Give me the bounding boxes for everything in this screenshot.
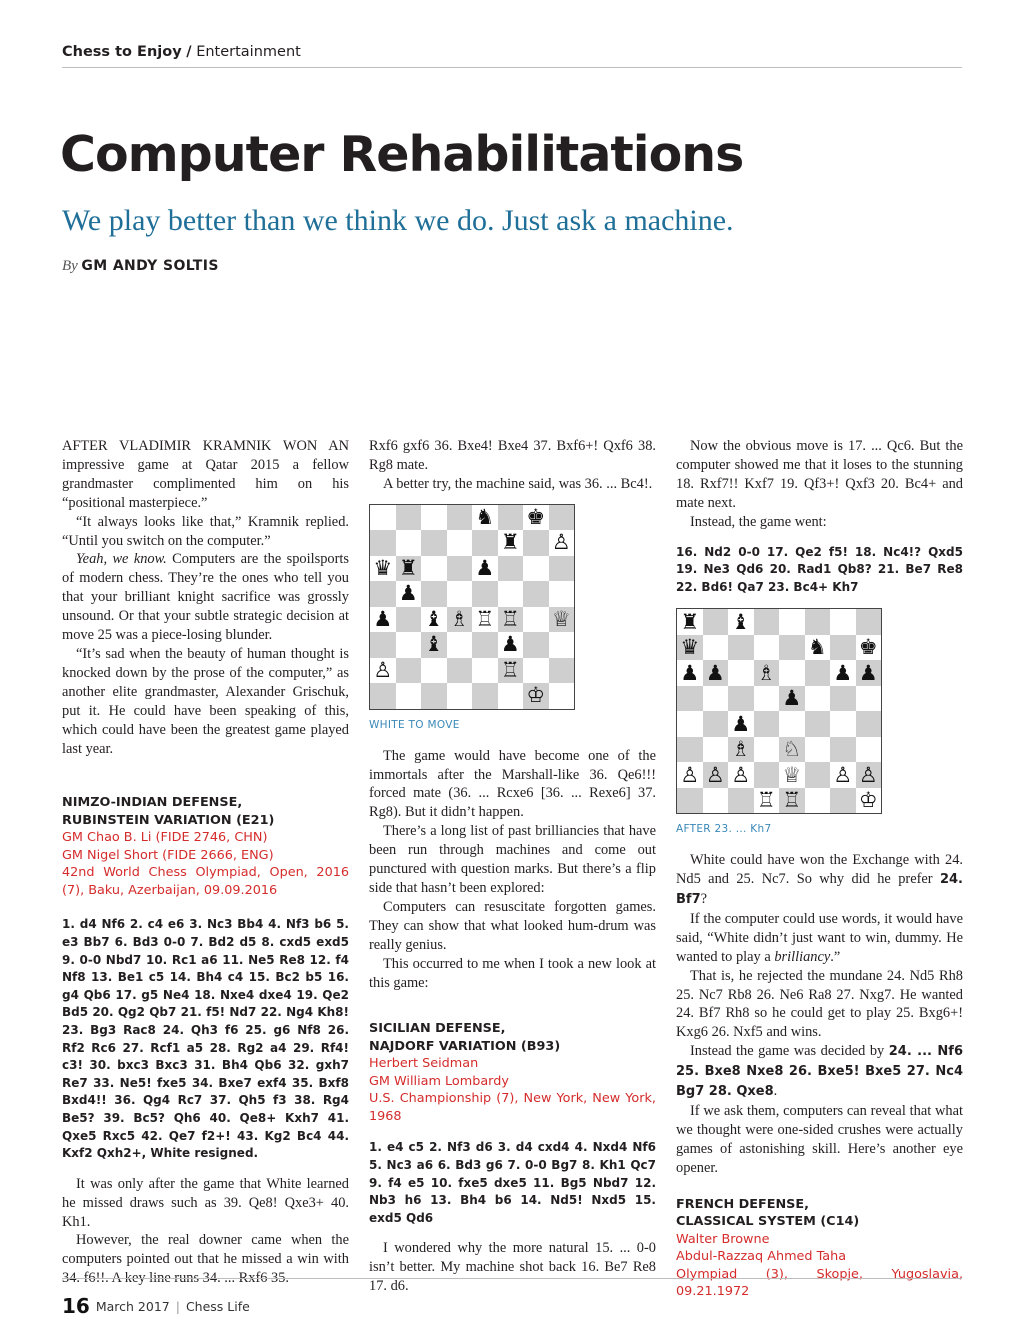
col3-para-3 bbox=[676, 851, 963, 910]
board-square bbox=[677, 737, 703, 763]
article-title: Computer Rehabilitations bbox=[60, 126, 744, 183]
white-pawn-icon: ♙ bbox=[551, 530, 571, 555]
board-square bbox=[472, 556, 498, 582]
board-square bbox=[447, 556, 473, 582]
col3-para-1: Now the obvious move is 17. ... Qc6. But the computer showed me that it loses to the stunning 18. Rxf7!! Kxf7 19. Qf3+! Qxf3 20. Bc4+ and mate next. bbox=[676, 438, 963, 511]
board-square bbox=[498, 505, 524, 531]
board-square bbox=[396, 607, 422, 633]
game2-white: Herbert Seidman bbox=[369, 1056, 479, 1072]
board-square bbox=[779, 762, 805, 788]
board-square bbox=[421, 683, 447, 709]
black-queen-icon: ♛ bbox=[373, 555, 393, 580]
game3-title-1: FRENCH DEFENSE, bbox=[676, 1196, 809, 1212]
chess-diagram-1 bbox=[369, 504, 575, 710]
board-square bbox=[472, 530, 498, 556]
board-square bbox=[447, 581, 473, 607]
diagram-1-caption: WHITE TO MOVE bbox=[369, 718, 460, 731]
column-3 bbox=[676, 437, 963, 1301]
board-square bbox=[805, 635, 831, 661]
board-square bbox=[779, 788, 805, 814]
board-square bbox=[421, 505, 447, 531]
col2-para-6: This occurred to me when I took a new look at this game: bbox=[369, 955, 656, 991]
board-square bbox=[421, 556, 447, 582]
game3-event: Olympiad (3), Skopje, Yugoslavia, 09.21.1972 bbox=[676, 1266, 963, 1300]
subsection-name: Entertainment bbox=[196, 44, 301, 60]
board-square bbox=[549, 505, 575, 531]
white-pawn-icon: ♙ bbox=[705, 762, 725, 787]
board-square bbox=[779, 609, 805, 635]
game1-black: GM Nigel Short (FIDE 2666, ENG) bbox=[62, 847, 274, 863]
board-square bbox=[856, 788, 882, 814]
article-subtitle: We play better than we think we do. Just ask a machine. bbox=[62, 204, 734, 237]
col2-para-7: I wondered why the more natural 15. ... 0-0 isn’t better. My machine shot back 16. Be7 Re8 17. d6. bbox=[369, 1240, 656, 1295]
board-square bbox=[703, 762, 729, 788]
board-square bbox=[549, 530, 575, 556]
column-1 bbox=[62, 437, 349, 1288]
board-square bbox=[856, 635, 882, 661]
board-square bbox=[472, 658, 498, 684]
board-square bbox=[549, 683, 575, 709]
board-square bbox=[370, 505, 396, 531]
board-square bbox=[830, 609, 856, 635]
game2-black: GM William Lombardy bbox=[369, 1073, 509, 1089]
game1-event: 42nd World Chess Olympiad, Open, 2016 (7), Baku, Azerbaijan, 09.09.2016 bbox=[62, 865, 349, 898]
black-pawn-icon: ♟ bbox=[833, 660, 853, 685]
white-bishop-icon: ♗ bbox=[731, 737, 751, 762]
board-square bbox=[677, 660, 703, 686]
col3-para-4-end: .” bbox=[830, 948, 841, 965]
board-square bbox=[549, 658, 575, 684]
white-rook-icon: ♖ bbox=[500, 606, 520, 631]
game1-title-2: RUBINSTEIN VARIATION (E21) bbox=[62, 812, 275, 828]
board-square bbox=[523, 581, 549, 607]
board-square bbox=[728, 711, 754, 737]
board-square bbox=[421, 607, 447, 633]
board-square bbox=[754, 609, 780, 635]
col2-para-4: There’s a long list of past brilliancies that have been run through machines and come out punctured with question marks. But there’s a flip side that hasn’t been explored: bbox=[369, 823, 656, 896]
board-square bbox=[370, 530, 396, 556]
board-square bbox=[703, 711, 729, 737]
board-square bbox=[830, 686, 856, 712]
board-square bbox=[498, 556, 524, 582]
board-square bbox=[856, 609, 882, 635]
board-square bbox=[703, 635, 729, 661]
black-knight-icon: ♞ bbox=[475, 504, 495, 529]
black-bishop-icon: ♝ bbox=[731, 609, 751, 634]
board-square bbox=[779, 711, 805, 737]
col3-para-6 bbox=[676, 1042, 963, 1102]
magazine-name: Chess Life bbox=[185, 1299, 250, 1314]
board-square bbox=[728, 686, 754, 712]
byline bbox=[62, 258, 219, 275]
black-king-icon: ♚ bbox=[526, 504, 546, 529]
col3-para-6-moves: 24. ... Nf6 25. Bxe8 Nxe8 26. Bxe5! Bxe5 27. Nc4 Bg7 28. Qxe8 bbox=[676, 1044, 963, 1100]
board-square bbox=[856, 737, 882, 763]
white-pawn-icon: ♙ bbox=[731, 762, 751, 787]
board-square bbox=[805, 788, 831, 814]
black-pawn-icon: ♟ bbox=[782, 686, 802, 711]
board-square bbox=[805, 737, 831, 763]
issue-date: March 2017 bbox=[95, 1299, 170, 1314]
board-square bbox=[498, 607, 524, 633]
board-square bbox=[677, 711, 703, 737]
black-rook-icon: ♜ bbox=[398, 555, 418, 580]
col3-para-4-italic: brilliancy bbox=[774, 948, 831, 965]
game3-black: Abdul-Razzaq Ahmed Taha bbox=[676, 1249, 847, 1265]
board-square bbox=[472, 632, 498, 658]
header-rule bbox=[62, 67, 962, 68]
board-square bbox=[498, 683, 524, 709]
board-square bbox=[754, 788, 780, 814]
board-square bbox=[703, 609, 729, 635]
section-header bbox=[62, 44, 301, 60]
black-bishop-icon: ♝ bbox=[424, 632, 444, 657]
col2-para-2: A better try, the machine said, was 36. ... Bc4!. bbox=[383, 475, 653, 492]
board-square bbox=[523, 530, 549, 556]
board-square bbox=[370, 683, 396, 709]
board-square bbox=[754, 762, 780, 788]
board-square bbox=[703, 788, 729, 814]
col3-para-2: Instead, the game went: bbox=[690, 513, 827, 530]
board-square bbox=[370, 581, 396, 607]
board-square bbox=[370, 556, 396, 582]
col3-para-4-text: If the computer could use words, it would have said, “White didn’t just want to win, dummy. He wanted to play a bbox=[676, 910, 963, 965]
board-square bbox=[447, 683, 473, 709]
game3-title-2: CLASSICAL SYSTEM (C14) bbox=[676, 1214, 860, 1230]
board-square bbox=[856, 711, 882, 737]
board-square bbox=[754, 660, 780, 686]
section-slash: / bbox=[186, 44, 192, 60]
board-square bbox=[779, 737, 805, 763]
board-square bbox=[472, 683, 498, 709]
board-square bbox=[677, 609, 703, 635]
board-square bbox=[396, 658, 422, 684]
diagram-2-caption: AFTER 23. ... Kh7 bbox=[676, 823, 772, 836]
board-square bbox=[805, 660, 831, 686]
col2-para-3: The game would have become one of the immortals after the Marshall-like 36. Qe6!!! forced mate (36. ... Rcxe6 [36. ... Rexe6] 37. Rg8). But it didn’t happen. bbox=[369, 747, 656, 821]
page-footer bbox=[62, 1294, 250, 1318]
board-square bbox=[498, 530, 524, 556]
col3-para-6-text: Instead the game was decided by bbox=[690, 1043, 889, 1060]
white-pawn-icon: ♙ bbox=[373, 657, 393, 682]
black-pawn-icon: ♟ bbox=[858, 660, 878, 685]
col3-para-3-move: 24. Bf7 bbox=[676, 872, 963, 908]
black-pawn-icon: ♟ bbox=[500, 632, 520, 657]
board-square bbox=[549, 632, 575, 658]
col1-para-1: AFTER VLADIMIR KRAMNIK WON AN impressive game at Qatar 2015 a fellow grandmaster complimented him on his “positional masterpiece.” bbox=[62, 438, 349, 511]
board-square bbox=[396, 505, 422, 531]
board-square bbox=[396, 581, 422, 607]
board-square bbox=[472, 505, 498, 531]
footer-rule bbox=[62, 1278, 962, 1279]
column-2 bbox=[369, 437, 656, 1296]
white-queen-icon: ♕ bbox=[551, 606, 571, 631]
board-square bbox=[498, 581, 524, 607]
game2-event: U.S. Championship (7), New York, New York, 1968 bbox=[369, 1091, 656, 1124]
board-square bbox=[421, 632, 447, 658]
board-square bbox=[779, 686, 805, 712]
board-square bbox=[805, 686, 831, 712]
game1-moves: 1. d4 Nf6 2. c4 e6 3. Nc3 Bb4 4. Nf3 b6 5. e3 Bb7 6. Bd3 0-0 7. Bd2 d5 8. cxd5 exd5 9. 0-0 Nbd7 10. Rc1 a6 11. Ne5 Re8 12. f4 Nf8 13. Be1 c5 14. Bh4 c4 15. Bc2 b5 16. g4 Qb6 17. g5 Ne4 18. Nxe4 dxe4 19. Qe2 Bd5 20. Qg2 Qb7 21. f5! Nd7 22. Ng4 Kh8! 23. Bg3 Rac8 24. Qh3 f6 25. g6 Nf8 26. Rf2 Rc6 27. Rcf1 a5 28. Rg2 a4 29. Rf4! c3! 30. bxc3 Bxc3 31. Bh4 Qb6 32. gxh7 Re7 33. Ne5! fxe5 34. Bxe7 exf4 35. Bxf8 Bxd4!! 36. Qg4 Rc7 37. Qh5 f3 38. Rg4 Be5? 39. Bc5? Qh6 40. Qe8+ Kxh7 41. Qxe5 Rxc5 42. Qe7 f2+! 43. Kg2 Bc4 44. Kxf2 Qxh2+, White resigned. bbox=[62, 917, 349, 1161]
col3-para-3-text: White could have won the Exchange with 24. Nd5 and 25. Nc7. So why did he prefer bbox=[676, 852, 963, 888]
col3-para-4 bbox=[676, 910, 963, 967]
board-square bbox=[805, 711, 831, 737]
board-square bbox=[830, 635, 856, 661]
col1-para-2: “It always looks like that,” Kramnik replied. “Until you switch on the computer.” bbox=[62, 513, 349, 549]
col2-para-1: Rxf6 gxf6 36. Bxe4! Bxe4 37. Bxf6+! Qxf6 38. Rg8 mate. bbox=[369, 438, 656, 473]
black-rook-icon: ♜ bbox=[680, 609, 700, 634]
black-bishop-icon: ♝ bbox=[424, 606, 444, 631]
board-square bbox=[830, 737, 856, 763]
board-square bbox=[728, 737, 754, 763]
col3-para-5: That is, he rejected the mundane 24. Nd5 Rh8 25. Nc7 Rb8 26. Ne6 Ra8 27. Nxg7. He wanted 24. Bf7 Rh8 so he could get to play 25. Bxg6+! Kxg6 26. Nxf5 and wins. bbox=[676, 967, 963, 1041]
board-square bbox=[421, 581, 447, 607]
board-square bbox=[472, 607, 498, 633]
board-square bbox=[856, 686, 882, 712]
game2-title-2: NAJDORF VARIATION (B93) bbox=[369, 1038, 561, 1054]
board-square bbox=[830, 711, 856, 737]
board-square bbox=[677, 635, 703, 661]
col3-para-7: If we ask them, computers can reveal that what we thought were one-sided crushes were actually games of astonishing skill. Here’s another eye opener. bbox=[676, 1103, 963, 1176]
board-square bbox=[549, 581, 575, 607]
board-square bbox=[754, 635, 780, 661]
game2-title-1: SICILIAN DEFENSE, bbox=[369, 1021, 506, 1037]
black-pawn-icon: ♟ bbox=[398, 581, 418, 606]
board-square bbox=[779, 660, 805, 686]
col3-para-3-end: ? bbox=[700, 891, 708, 908]
board-square bbox=[396, 683, 422, 709]
black-king-icon: ♚ bbox=[858, 635, 878, 660]
game1-title-1: NIMZO-INDIAN DEFENSE, bbox=[62, 795, 243, 811]
board-square bbox=[549, 556, 575, 582]
board-square bbox=[549, 607, 575, 633]
board-square bbox=[370, 607, 396, 633]
board-square bbox=[523, 607, 549, 633]
board-square bbox=[703, 660, 729, 686]
board-square bbox=[396, 632, 422, 658]
game1-white: GM Chao B. Li (FIDE 2746, CHN) bbox=[62, 830, 268, 846]
col3-para-6-end: . bbox=[773, 1083, 778, 1100]
board-square bbox=[677, 686, 703, 712]
col1-para-4: “It’s sad when the beauty of human thought is knocked down by the prose of the computer,” as another elite grandmaster, Alexander Grischuk, put it. He could have been speaking of this, which could have been the greatest game played last year. bbox=[62, 645, 349, 757]
board-square bbox=[830, 788, 856, 814]
white-queen-icon: ♕ bbox=[782, 762, 802, 787]
white-knight-icon: ♘ bbox=[782, 737, 802, 762]
board-square bbox=[421, 658, 447, 684]
board-square bbox=[498, 632, 524, 658]
white-king-icon: ♔ bbox=[526, 683, 546, 708]
board-square bbox=[805, 762, 831, 788]
board-square bbox=[728, 762, 754, 788]
byline-by: By bbox=[62, 258, 78, 274]
game3-white: Walter Browne bbox=[676, 1231, 770, 1247]
board-square bbox=[370, 632, 396, 658]
board-square bbox=[754, 711, 780, 737]
byline-author: GM ANDY SOLTIS bbox=[81, 258, 219, 274]
white-bishop-icon: ♗ bbox=[756, 660, 776, 685]
col2-para-5: Computers can resuscitate forgotten games. They can show that what looked hum-drum was really genius. bbox=[369, 898, 656, 953]
board-square bbox=[447, 530, 473, 556]
board-square bbox=[472, 581, 498, 607]
black-pawn-icon: ♟ bbox=[373, 606, 393, 631]
board-square bbox=[703, 737, 729, 763]
board-square bbox=[728, 609, 754, 635]
board-square bbox=[677, 788, 703, 814]
board-square bbox=[523, 556, 549, 582]
board-square bbox=[447, 658, 473, 684]
board-square bbox=[523, 658, 549, 684]
section-name: Chess to Enjoy bbox=[62, 44, 182, 60]
board-square bbox=[523, 505, 549, 531]
black-pawn-icon: ♟ bbox=[731, 711, 751, 736]
board-square bbox=[370, 658, 396, 684]
white-pawn-icon: ♙ bbox=[833, 762, 853, 787]
col1-para-3-italic: Yeah, we know. bbox=[76, 551, 167, 568]
col1-para-3-rest: Computers are the spoilsports of modern chess. They’re the ones who tell you that your brilliant knight sacrifice was grossly unsound. Or that your subtle strategic decision at move 25 was a piece-losing blunder. bbox=[62, 551, 349, 644]
board-square bbox=[396, 556, 422, 582]
board-square bbox=[728, 788, 754, 814]
board-square bbox=[728, 635, 754, 661]
black-rook-icon: ♜ bbox=[500, 530, 520, 555]
board-square bbox=[523, 632, 549, 658]
white-rook-icon: ♖ bbox=[756, 788, 776, 813]
board-square bbox=[754, 686, 780, 712]
footer-separator: | bbox=[175, 1299, 180, 1314]
col1-para-6: However, the real downer came when the computers pointed out that he missed a win with 34. f6!!. A key line runs 34. ... Rxf6 35. bbox=[62, 1232, 349, 1287]
board-square bbox=[396, 530, 422, 556]
board-square bbox=[754, 737, 780, 763]
board-square bbox=[856, 762, 882, 788]
board-square bbox=[677, 762, 703, 788]
black-pawn-icon: ♟ bbox=[680, 660, 700, 685]
board-square bbox=[830, 660, 856, 686]
white-rook-icon: ♖ bbox=[475, 606, 495, 631]
chess-diagram-2 bbox=[676, 608, 882, 814]
page-number: 16 bbox=[62, 1294, 90, 1318]
game2-moves: 1. e4 c5 2. Nf3 d6 3. d4 cxd4 4. Nxd4 Nf6 5. Nc3 a6 6. Bd3 g6 7. 0-0 Bg7 8. Kh1 Qc7 9. f4 e5 10. fxe5 dxe5 11. Bg5 Nbd7 12. Nb3 h6 13. Bh4 b6 14. Nd5! Nxd5 15. exd5 Qd6 bbox=[369, 1140, 656, 1225]
white-pawn-icon: ♙ bbox=[858, 762, 878, 787]
board-square bbox=[856, 660, 882, 686]
col1-para-5: It was only after the game that White learned he missed draws such as 39. Qe8! Qxe3+ 40. Kh1. bbox=[62, 1175, 349, 1230]
board-square bbox=[498, 658, 524, 684]
black-pawn-icon: ♟ bbox=[705, 660, 725, 685]
black-queen-icon: ♛ bbox=[680, 635, 700, 660]
board-square bbox=[523, 683, 549, 709]
white-rook-icon: ♖ bbox=[782, 788, 802, 813]
white-king-icon: ♔ bbox=[858, 788, 878, 813]
col1-para-3 bbox=[62, 550, 349, 645]
black-knight-icon: ♞ bbox=[807, 635, 827, 660]
board-square bbox=[830, 762, 856, 788]
board-square bbox=[728, 660, 754, 686]
game2-moves-continued: 16. Nd2 0-0 17. Qe2 f5! 18. Nc4!? Qxd5 19. Ne3 Qd6 20. Rad1 Qb8? 21. Be7 Re8 22. Bd6! Qa7 23. Bc4+ Kh7 bbox=[676, 544, 963, 594]
board-square bbox=[779, 635, 805, 661]
white-bishop-icon: ♗ bbox=[449, 606, 469, 631]
board-square bbox=[447, 505, 473, 531]
black-pawn-icon: ♟ bbox=[475, 555, 495, 580]
white-rook-icon: ♖ bbox=[500, 657, 520, 682]
board-square bbox=[447, 632, 473, 658]
board-square bbox=[703, 686, 729, 712]
white-pawn-icon: ♙ bbox=[680, 762, 700, 787]
board-square bbox=[421, 530, 447, 556]
board-square bbox=[805, 609, 831, 635]
board-square bbox=[447, 607, 473, 633]
